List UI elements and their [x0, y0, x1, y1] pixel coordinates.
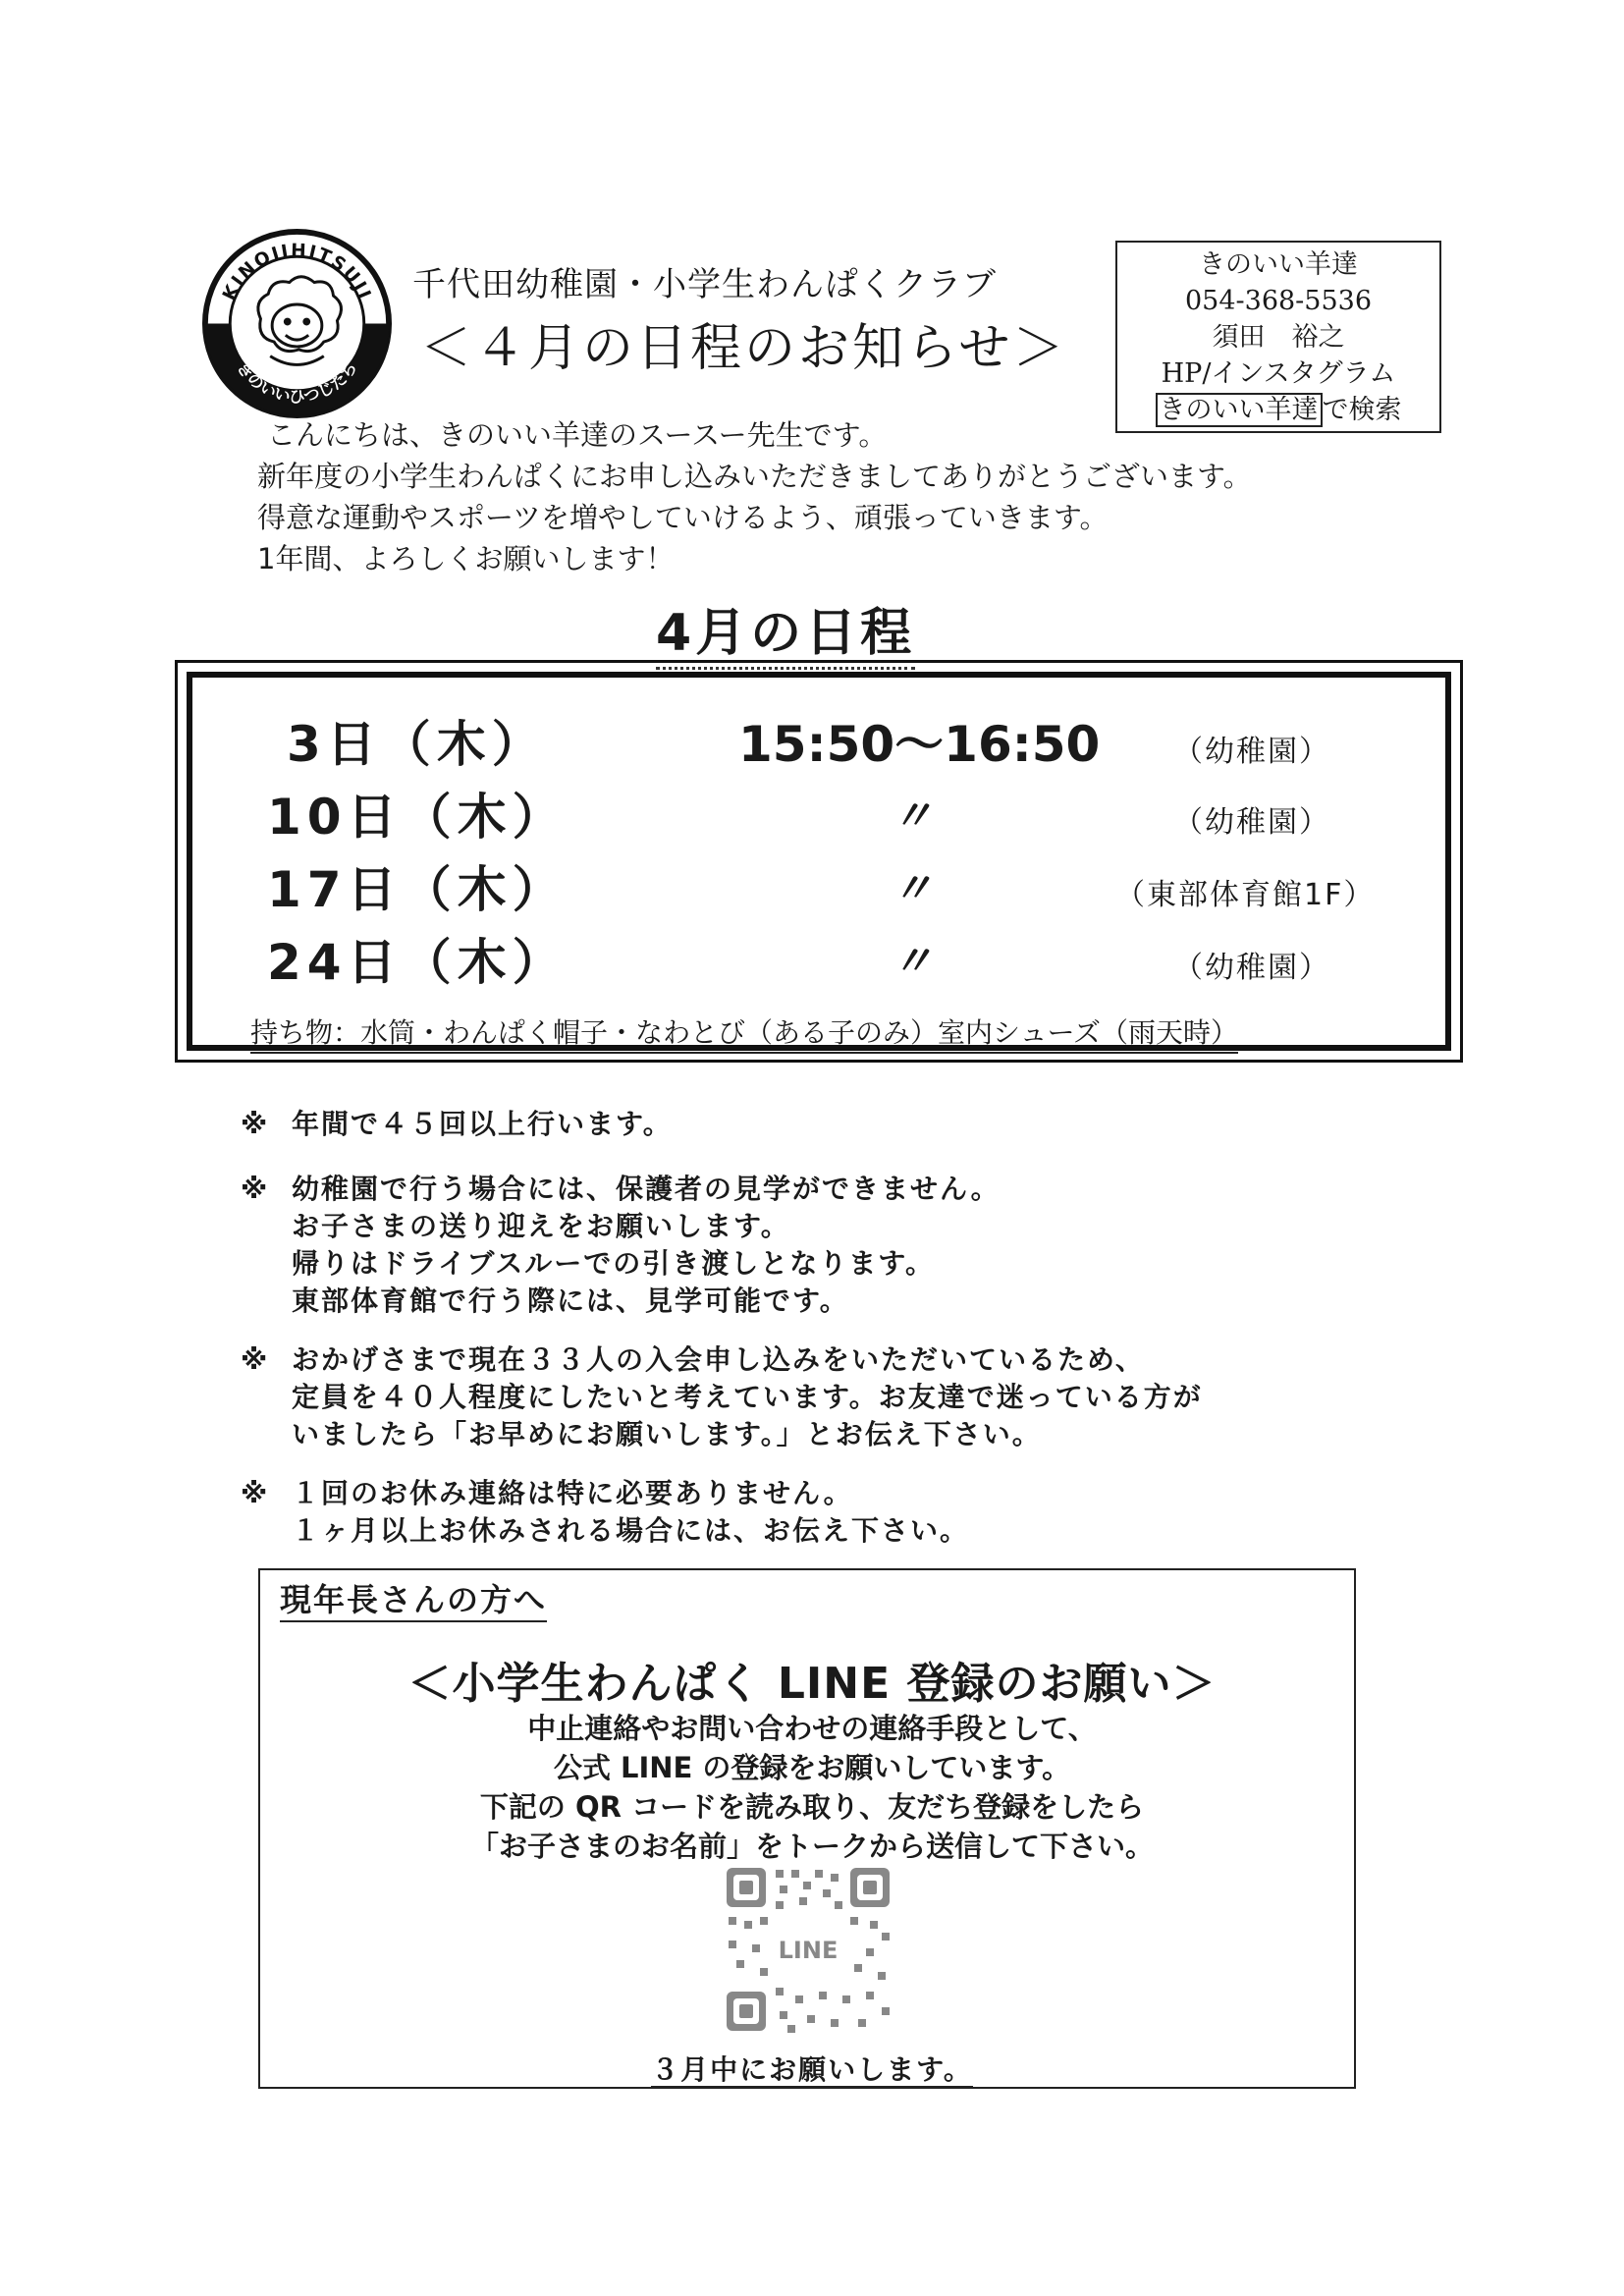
- note-line: 幼稚園で行う場合には、保護者の見学ができません。: [292, 1173, 1001, 1205]
- contact-person: 須田 裕之: [1212, 322, 1345, 353]
- note-mark: ※: [241, 1343, 270, 1376]
- schedule-time: 〃: [892, 937, 934, 985]
- qr-line-label: LINE: [778, 1937, 839, 1964]
- schedule-row: [0, 705, 1624, 774]
- schedule-row: [0, 850, 1624, 919]
- note-line: １回のお休み連絡は特に必要ありません。: [292, 1477, 853, 1509]
- contact-search-suffix: で検索: [1322, 395, 1402, 425]
- note-item: [241, 1171, 1001, 1320]
- line-section-footer: [0, 2049, 1624, 2088]
- schedule-date: 24日（木）: [267, 934, 568, 991]
- line-qr-code[interactable]: [723, 1864, 893, 2035]
- line-footer-text: ３月中にお願いします。: [651, 2053, 973, 2086]
- note-line: 東部体育館で行う際には、見学可能です。: [292, 1285, 849, 1317]
- logo-text-top: KINOIIHITSUJI: [219, 241, 375, 304]
- line-body-line: 下記の QR コードを読み取り、友だち登録をしたら: [479, 1790, 1145, 1824]
- sheep-icon: [258, 277, 342, 365]
- schedule-heading: 4月の日程: [656, 591, 915, 670]
- contact-box: [1115, 241, 1441, 433]
- line-section-title: ＜小学生わんぱく LINE 登録のお願い＞: [407, 1659, 1217, 1709]
- intro-line: 1年間、よろしくお願いします！: [257, 542, 675, 575]
- note-mark: ※: [241, 1477, 270, 1509]
- contact-hp: HP/インスタグラム: [1161, 358, 1396, 389]
- org-name: 千代田幼稚園・小学生わんぱくクラブ: [412, 265, 997, 304]
- note-item: [241, 1475, 969, 1550]
- schedule-time: 15:50～16:50: [738, 716, 1101, 773]
- schedule-time: 〃: [892, 864, 934, 912]
- page-title: ＜４月の日程のお知らせ＞: [420, 319, 1067, 378]
- note-line: お子さまの送り迎えをお願いします。: [292, 1210, 790, 1242]
- intro-line: こんにちは、きのいい羊達のスースー先生です。: [267, 418, 888, 452]
- schedule-place: （幼稚園）: [1173, 951, 1330, 985]
- schedule-row: [0, 923, 1624, 992]
- schedule-date: 10日（木）: [267, 789, 568, 846]
- intro-line: 得意な運動やスポーツを増やしていけるよう、頑張っていきます。: [257, 501, 1109, 534]
- note-line: １ヶ月以上お休みされる場合には、お伝え下さい。: [292, 1514, 970, 1547]
- schedule-row: [0, 778, 1624, 847]
- intro-text: [257, 414, 1252, 579]
- note-line: 定員を４０人程度にしたいと考えています。お友達で迷っている方が: [292, 1381, 1203, 1413]
- note-item: [241, 1106, 673, 1143]
- schedule-place: （幼稚園）: [1173, 805, 1330, 840]
- contact-search-term: きのいい羊達: [1156, 393, 1323, 427]
- logo-text-bottom: きのいいひつじたち: [233, 357, 361, 407]
- line-section-heading: 現年長さんの方へ: [280, 1575, 547, 1622]
- contact-phone: 054-368-5536: [1184, 286, 1373, 316]
- note-line: いましたら「お早めにお願いします。」とお伝え下さい。: [292, 1418, 1042, 1450]
- schedule-time: 〃: [892, 792, 934, 840]
- note-line: 帰りはドライブスルーでの引き渡しとなります。: [292, 1247, 935, 1280]
- line-body-line: 「お子さまのお名前」をトークから送信して下さい。: [469, 1830, 1154, 1863]
- schedule-date: 3日（木）: [287, 716, 547, 773]
- schedule-place: （幼稚園）: [1173, 735, 1330, 769]
- line-section-body: [0, 1709, 1624, 1866]
- note-mark: ※: [241, 1173, 270, 1205]
- belongings-text: 持ち物：水筒・わんぱく帽子・なわとび（ある子のみ）室内シューズ（雨天時）: [250, 1011, 1238, 1054]
- intro-line: 新年度の小学生わんぱくにお申し込みいただきましてありがとうございます。: [257, 460, 1252, 493]
- line-body-line: 中止連絡やお問い合わせの連絡手段として、: [527, 1712, 1097, 1745]
- club-logo: [201, 228, 393, 419]
- note-line: 年間で４５回以上行います。: [292, 1108, 673, 1140]
- note-line: おかげさまで現在３３人の入会申し込みをいただいているため、: [292, 1343, 1145, 1376]
- contact-name: きのいい羊達: [1199, 249, 1358, 280]
- schedule-date: 17日（木）: [267, 861, 568, 918]
- note-item: [241, 1341, 1203, 1453]
- note-mark: ※: [241, 1108, 270, 1140]
- schedule-place: （東部体育館1F）: [1115, 878, 1376, 912]
- line-body-line: 公式 LINE の登録をお願いしています。: [553, 1751, 1071, 1784]
